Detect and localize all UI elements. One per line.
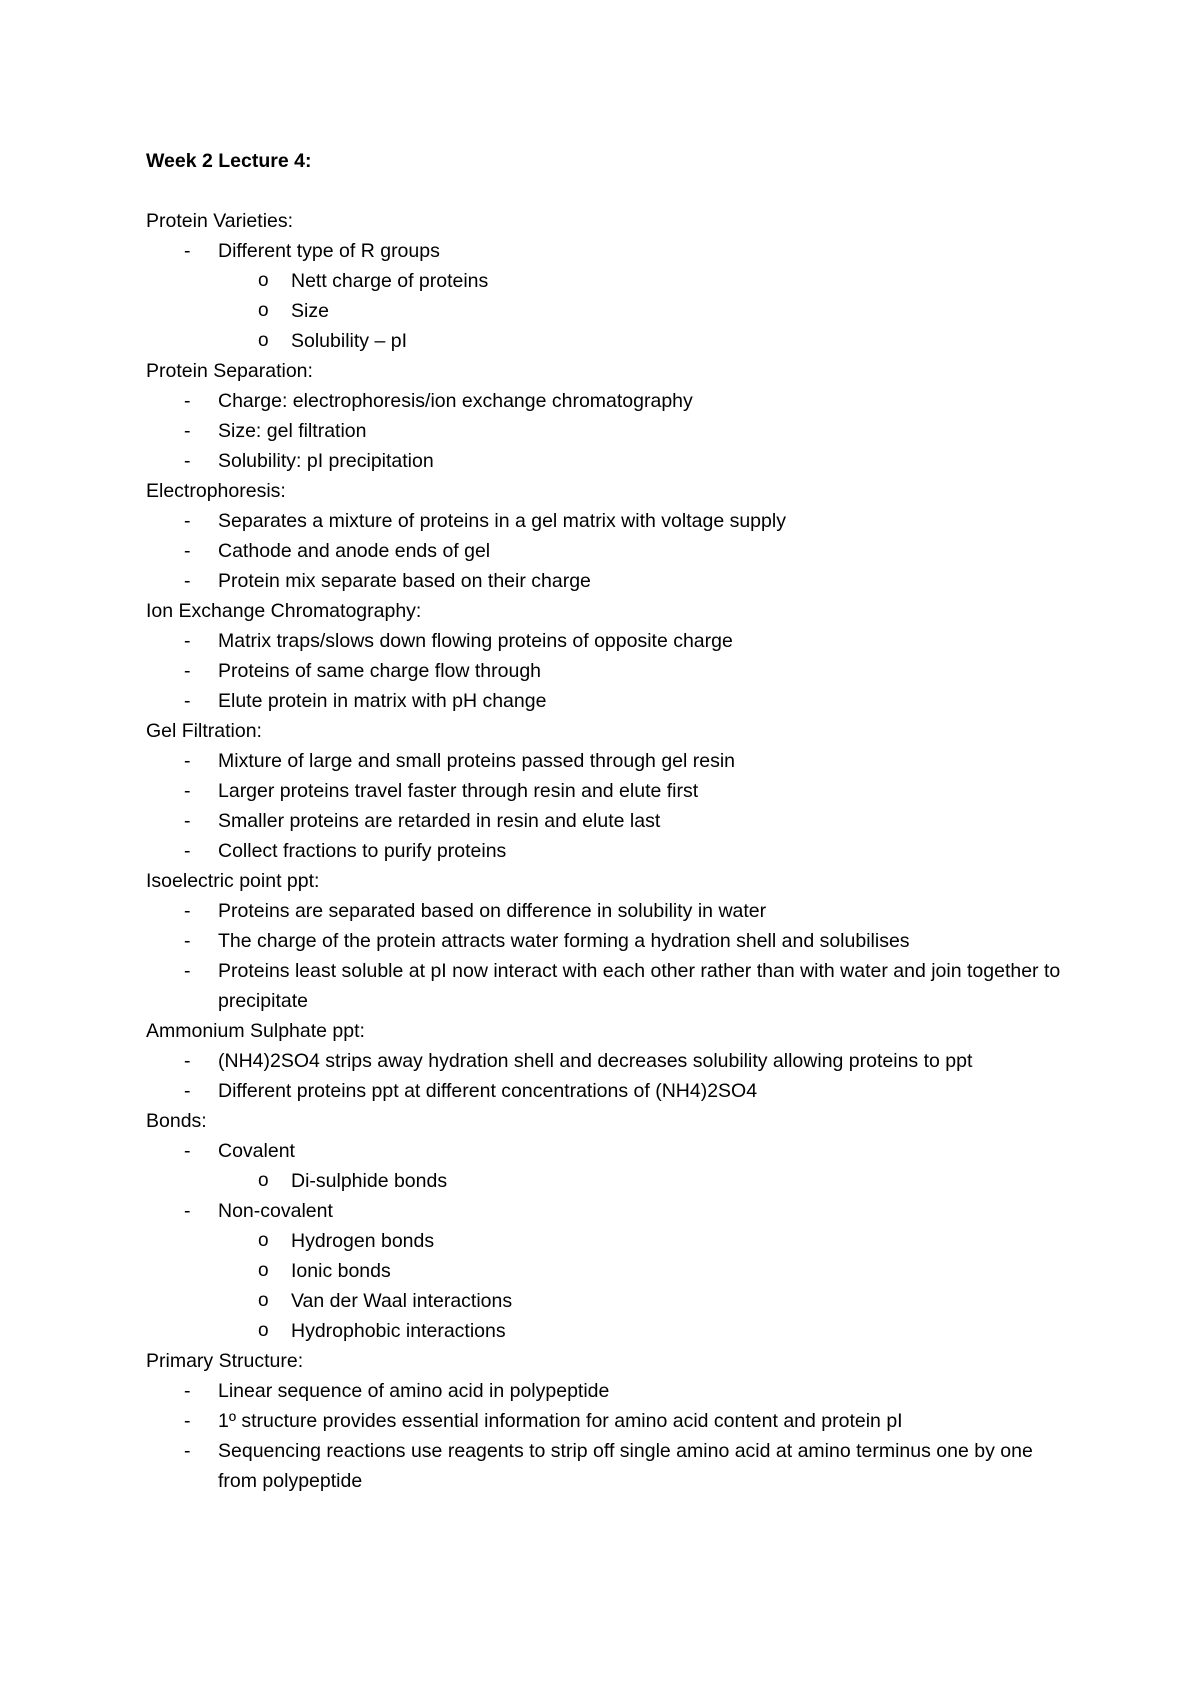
bullet-list: [146, 746, 1076, 866]
bullet-item: [146, 836, 1076, 866]
circle-bullet-icon: o: [258, 1320, 269, 1341]
sub-bullet-text: Solubility – pI: [291, 330, 407, 352]
bullet-item: [146, 776, 1076, 806]
bullet-text: Linear sequence of amino acid in polypeptide: [218, 1380, 610, 1402]
section-heading: Electrophoresis:: [146, 480, 286, 502]
bullet-item: [146, 1436, 1076, 1496]
sub-bullet-item: [146, 1256, 1076, 1286]
bullet-item: [146, 626, 1076, 656]
bullet-list: [146, 896, 1076, 1016]
dash-bullet-icon: -: [184, 840, 191, 862]
section: [146, 596, 1076, 716]
dash-bullet-icon: -: [184, 1080, 191, 1102]
bullet-list: [146, 1046, 1076, 1106]
dash-bullet-icon: -: [184, 240, 191, 262]
dash-bullet-icon: -: [184, 690, 191, 712]
bullet-text: Separates a mixture of proteins in a gel matrix with voltage supply: [218, 510, 786, 532]
bullet-text: Proteins of same charge flow through: [218, 660, 542, 682]
bullet-text: The charge of the protein attracts water forming a hydration shell and solubilises: [218, 930, 910, 952]
circle-bullet-icon: o: [258, 1260, 269, 1281]
section-heading: Primary Structure:: [146, 1350, 304, 1372]
section-heading: Gel Filtration:: [146, 720, 262, 742]
dash-bullet-icon: -: [184, 390, 191, 412]
bullet-list: [146, 236, 1076, 356]
section: [146, 206, 1076, 356]
bullet-item: [146, 536, 1076, 566]
bullet-text: Different type of R groups: [218, 240, 440, 262]
bullet-item: [146, 1136, 1076, 1166]
section: [146, 866, 1076, 1016]
dash-bullet-icon: -: [184, 630, 191, 652]
dash-bullet-icon: -: [184, 780, 191, 802]
section-heading: Bonds:: [146, 1110, 207, 1132]
dash-bullet-icon: -: [184, 570, 191, 592]
bullet-text: Different proteins ppt at different concentrations of (NH4)2SO4: [218, 1080, 758, 1102]
dash-bullet-icon: -: [184, 1050, 191, 1072]
bullet-item: [146, 926, 1076, 956]
section-heading: Protein Separation:: [146, 360, 313, 382]
bullet-text: 1º structure provides essential information for amino acid content and protein pI: [218, 1410, 903, 1432]
dash-bullet-icon: -: [184, 1440, 191, 1462]
bullet-item: [146, 506, 1076, 536]
bullet-text: Protein mix separate based on their charge: [218, 570, 591, 592]
dash-bullet-icon: -: [184, 540, 191, 562]
bullet-text: Elute protein in matrix with pH change: [218, 690, 547, 712]
bullet-item: [146, 386, 1076, 416]
bullet-list: [146, 506, 1076, 596]
section-heading: Ion Exchange Chromatography:: [146, 600, 422, 622]
bullet-text: Non-covalent: [218, 1200, 333, 1222]
circle-bullet-icon: o: [258, 300, 269, 321]
sub-bullet-text: Nett charge of proteins: [291, 270, 489, 292]
section-heading: Isoelectric point ppt:: [146, 870, 320, 892]
section: [146, 1016, 1076, 1106]
bullet-item: [146, 746, 1076, 776]
sub-bullet-text: Size: [291, 300, 329, 322]
bullet-item: [146, 446, 1076, 476]
section: [146, 476, 1076, 596]
dash-bullet-icon: -: [184, 660, 191, 682]
document-body: [146, 146, 1076, 1496]
bullet-item: [146, 566, 1076, 596]
bullet-item: [146, 1076, 1076, 1106]
circle-bullet-icon: o: [258, 270, 269, 291]
dash-bullet-icon: -: [184, 510, 191, 532]
sub-bullet-text: Hydrophobic interactions: [291, 1320, 506, 1342]
sub-bullet-item: [146, 1316, 1076, 1346]
bullet-item: [146, 1406, 1076, 1436]
sub-bullet-text: Di-sulphide bonds: [291, 1170, 448, 1192]
dash-bullet-icon: -: [184, 450, 191, 472]
sub-bullet-item: [146, 1166, 1076, 1196]
bullet-text: Cathode and anode ends of gel: [218, 540, 491, 562]
bullet-list: [146, 386, 1076, 476]
bullet-item: [146, 1196, 1076, 1226]
bullet-text: Covalent: [218, 1140, 295, 1162]
section: [146, 1106, 1076, 1346]
circle-bullet-icon: o: [258, 1230, 269, 1251]
sub-bullet-text: Hydrogen bonds: [291, 1230, 435, 1252]
sub-bullet-text: Ionic bonds: [291, 1260, 391, 1282]
bullet-text: Matrix traps/slows down flowing proteins of opposite charge: [218, 630, 733, 652]
sub-bullet-item: [146, 326, 1076, 356]
bullet-text: Collect fractions to purify proteins: [218, 840, 507, 862]
section-heading: Protein Varieties:: [146, 210, 294, 232]
bullet-list: [146, 1376, 1076, 1496]
bullet-list: [146, 1136, 1076, 1346]
dash-bullet-icon: -: [184, 810, 191, 832]
section: [146, 1346, 1076, 1496]
dash-bullet-icon: -: [184, 1380, 191, 1402]
circle-bullet-icon: o: [258, 1170, 269, 1191]
dash-bullet-icon: -: [184, 900, 191, 922]
bullet-item: [146, 1046, 1076, 1076]
bullet-item: [146, 656, 1076, 686]
bullet-text: Larger proteins travel faster through resin and elute first: [218, 780, 699, 802]
bullet-text: Smaller proteins are retarded in resin and elute last: [218, 810, 661, 832]
circle-bullet-icon: o: [258, 330, 269, 351]
bullet-text: Mixture of large and small proteins passed through gel resin: [218, 750, 736, 772]
dash-bullet-icon: -: [184, 930, 191, 952]
bullet-item: [146, 806, 1076, 836]
bullet-item: [146, 956, 1076, 1016]
bullet-item: [146, 236, 1076, 266]
section-heading: Ammonium Sulphate ppt:: [146, 1020, 365, 1042]
bullet-list: [146, 626, 1076, 716]
bullet-text: (NH4)2SO4 strips away hydration shell and decreases solubility allowing proteins to ppt: [218, 1050, 973, 1072]
bullet-item: [146, 416, 1076, 446]
section: [146, 716, 1076, 866]
sub-bullet-text: Van der Waal interactions: [291, 1290, 513, 1312]
bullet-text: Sequencing reactions use reagents to strip off single amino acid at amino terminus one by one from polypeptide: [218, 1440, 1033, 1492]
section: [146, 356, 1076, 476]
document-title: Week 2 Lecture 4:: [146, 150, 312, 172]
bullet-text: Proteins least soluble at pI now interact with each other rather than with water and join together to precipitate: [218, 960, 1061, 1012]
bullet-text: Proteins are separated based on difference in solubility in water: [218, 900, 767, 922]
bullet-text: Size: gel filtration: [218, 420, 367, 442]
sections-container: [146, 206, 1076, 1496]
dash-bullet-icon: -: [184, 420, 191, 442]
bullet-text: Charge: electrophoresis/ion exchange chromatography: [218, 390, 693, 412]
bullet-text: Solubility: pI precipitation: [218, 450, 434, 472]
dash-bullet-icon: -: [184, 960, 191, 982]
dash-bullet-icon: -: [184, 1410, 191, 1432]
sub-bullet-item: [146, 266, 1076, 296]
bullet-item: [146, 686, 1076, 716]
sub-bullet-item: [146, 1226, 1076, 1256]
circle-bullet-icon: o: [258, 1290, 269, 1311]
bullet-item: [146, 1376, 1076, 1406]
dash-bullet-icon: -: [184, 1200, 191, 1222]
sub-bullet-item: [146, 296, 1076, 326]
dash-bullet-icon: -: [184, 1140, 191, 1162]
bullet-item: [146, 896, 1076, 926]
sub-bullet-item: [146, 1286, 1076, 1316]
dash-bullet-icon: -: [184, 750, 191, 772]
